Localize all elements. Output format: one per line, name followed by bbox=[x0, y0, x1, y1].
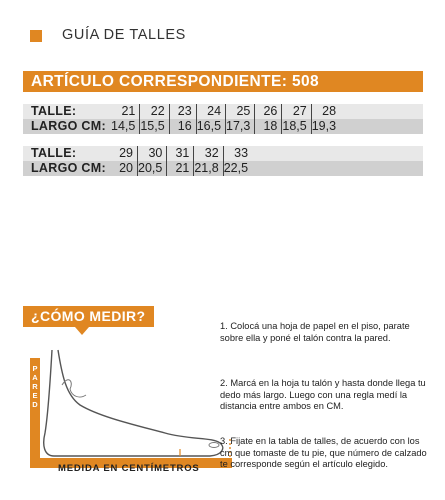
largo-cell: 22,5 bbox=[223, 161, 252, 176]
size-table-1 bbox=[23, 104, 423, 134]
largo-cell: 20,5 bbox=[138, 161, 167, 176]
wall-letter: E bbox=[32, 391, 38, 400]
how-to-measure-heading: ¿CÓMO MEDIR? bbox=[23, 306, 154, 327]
largo-cell: 21 bbox=[167, 161, 194, 176]
talle-cell: 22 bbox=[140, 104, 169, 119]
talle-label: TALLE: bbox=[23, 104, 111, 119]
largo-cell: 17,3 bbox=[226, 119, 255, 134]
talle-cell: 27 bbox=[282, 104, 311, 119]
title-bullet bbox=[30, 30, 42, 42]
talle-cell: 29 bbox=[111, 146, 138, 161]
largo-row bbox=[23, 161, 423, 176]
talle-cell: 30 bbox=[138, 146, 167, 161]
largo-cell: 16,5 bbox=[196, 119, 225, 134]
ruler-label: MEDIDA EN CENTÍMETROS bbox=[58, 463, 200, 474]
wall-bar bbox=[30, 358, 40, 468]
largo-cell: 18,5 bbox=[282, 119, 311, 134]
talle-cell: 28 bbox=[311, 104, 340, 119]
largo-cell: 16 bbox=[169, 119, 196, 134]
talle-cell: 32 bbox=[194, 146, 223, 161]
wall-letter: R bbox=[32, 382, 38, 391]
largo-cell: 14,5 bbox=[111, 119, 140, 134]
largo-cell: 21,8 bbox=[194, 161, 223, 176]
talle-label: TALLE: bbox=[23, 146, 111, 161]
largo-cell: 15,5 bbox=[140, 119, 169, 134]
foot-outline-icon bbox=[40, 345, 235, 460]
largo-cell: 19,3 bbox=[311, 119, 340, 134]
instruction-step-2: 2. Marcá en la hoja tu talón y hasta donde llega tu dedo más largo. Luego con una regla medí la distancia entre ambos en CM. bbox=[220, 378, 426, 412]
row-filler bbox=[252, 146, 423, 161]
talle-cell: 31 bbox=[167, 146, 194, 161]
talle-cell: 26 bbox=[255, 104, 282, 119]
talle-cell: 33 bbox=[223, 146, 252, 161]
row-filler bbox=[340, 104, 423, 119]
largo-label: LARGO CM: bbox=[23, 119, 111, 134]
largo-cell: 20 bbox=[111, 161, 138, 176]
wall-letter: A bbox=[32, 373, 38, 382]
instruction-step-3: 3. Fijate en la tabla de talles, de acuerdo con los cm que tomaste de tu pie, que número de calzado te corresponde según el artículo elegido. bbox=[220, 436, 427, 470]
talle-cell: 23 bbox=[169, 104, 196, 119]
article-banner: ARTÍCULO CORRESPONDIENTE: 508 bbox=[23, 71, 423, 92]
talle-cell: 25 bbox=[226, 104, 255, 119]
largo-cell: 18 bbox=[255, 119, 282, 134]
row-filler bbox=[340, 119, 423, 134]
row-filler bbox=[252, 161, 423, 176]
size-table-2 bbox=[23, 146, 423, 176]
talle-cell: 21 bbox=[111, 104, 140, 119]
instruction-step-1: 1. Colocá una hoja de papel en el piso, parate sobre ella y poné el talón contra la pared. bbox=[220, 321, 410, 343]
talle-cell: 24 bbox=[196, 104, 225, 119]
largo-label: LARGO CM: bbox=[23, 161, 111, 176]
page-title: GUÍA DE TALLES bbox=[62, 27, 186, 43]
largo-row bbox=[23, 119, 423, 134]
talle-row bbox=[23, 104, 423, 119]
wall-letter: P bbox=[32, 364, 38, 373]
talle-row bbox=[23, 146, 423, 161]
wall-letter: D bbox=[32, 400, 38, 409]
